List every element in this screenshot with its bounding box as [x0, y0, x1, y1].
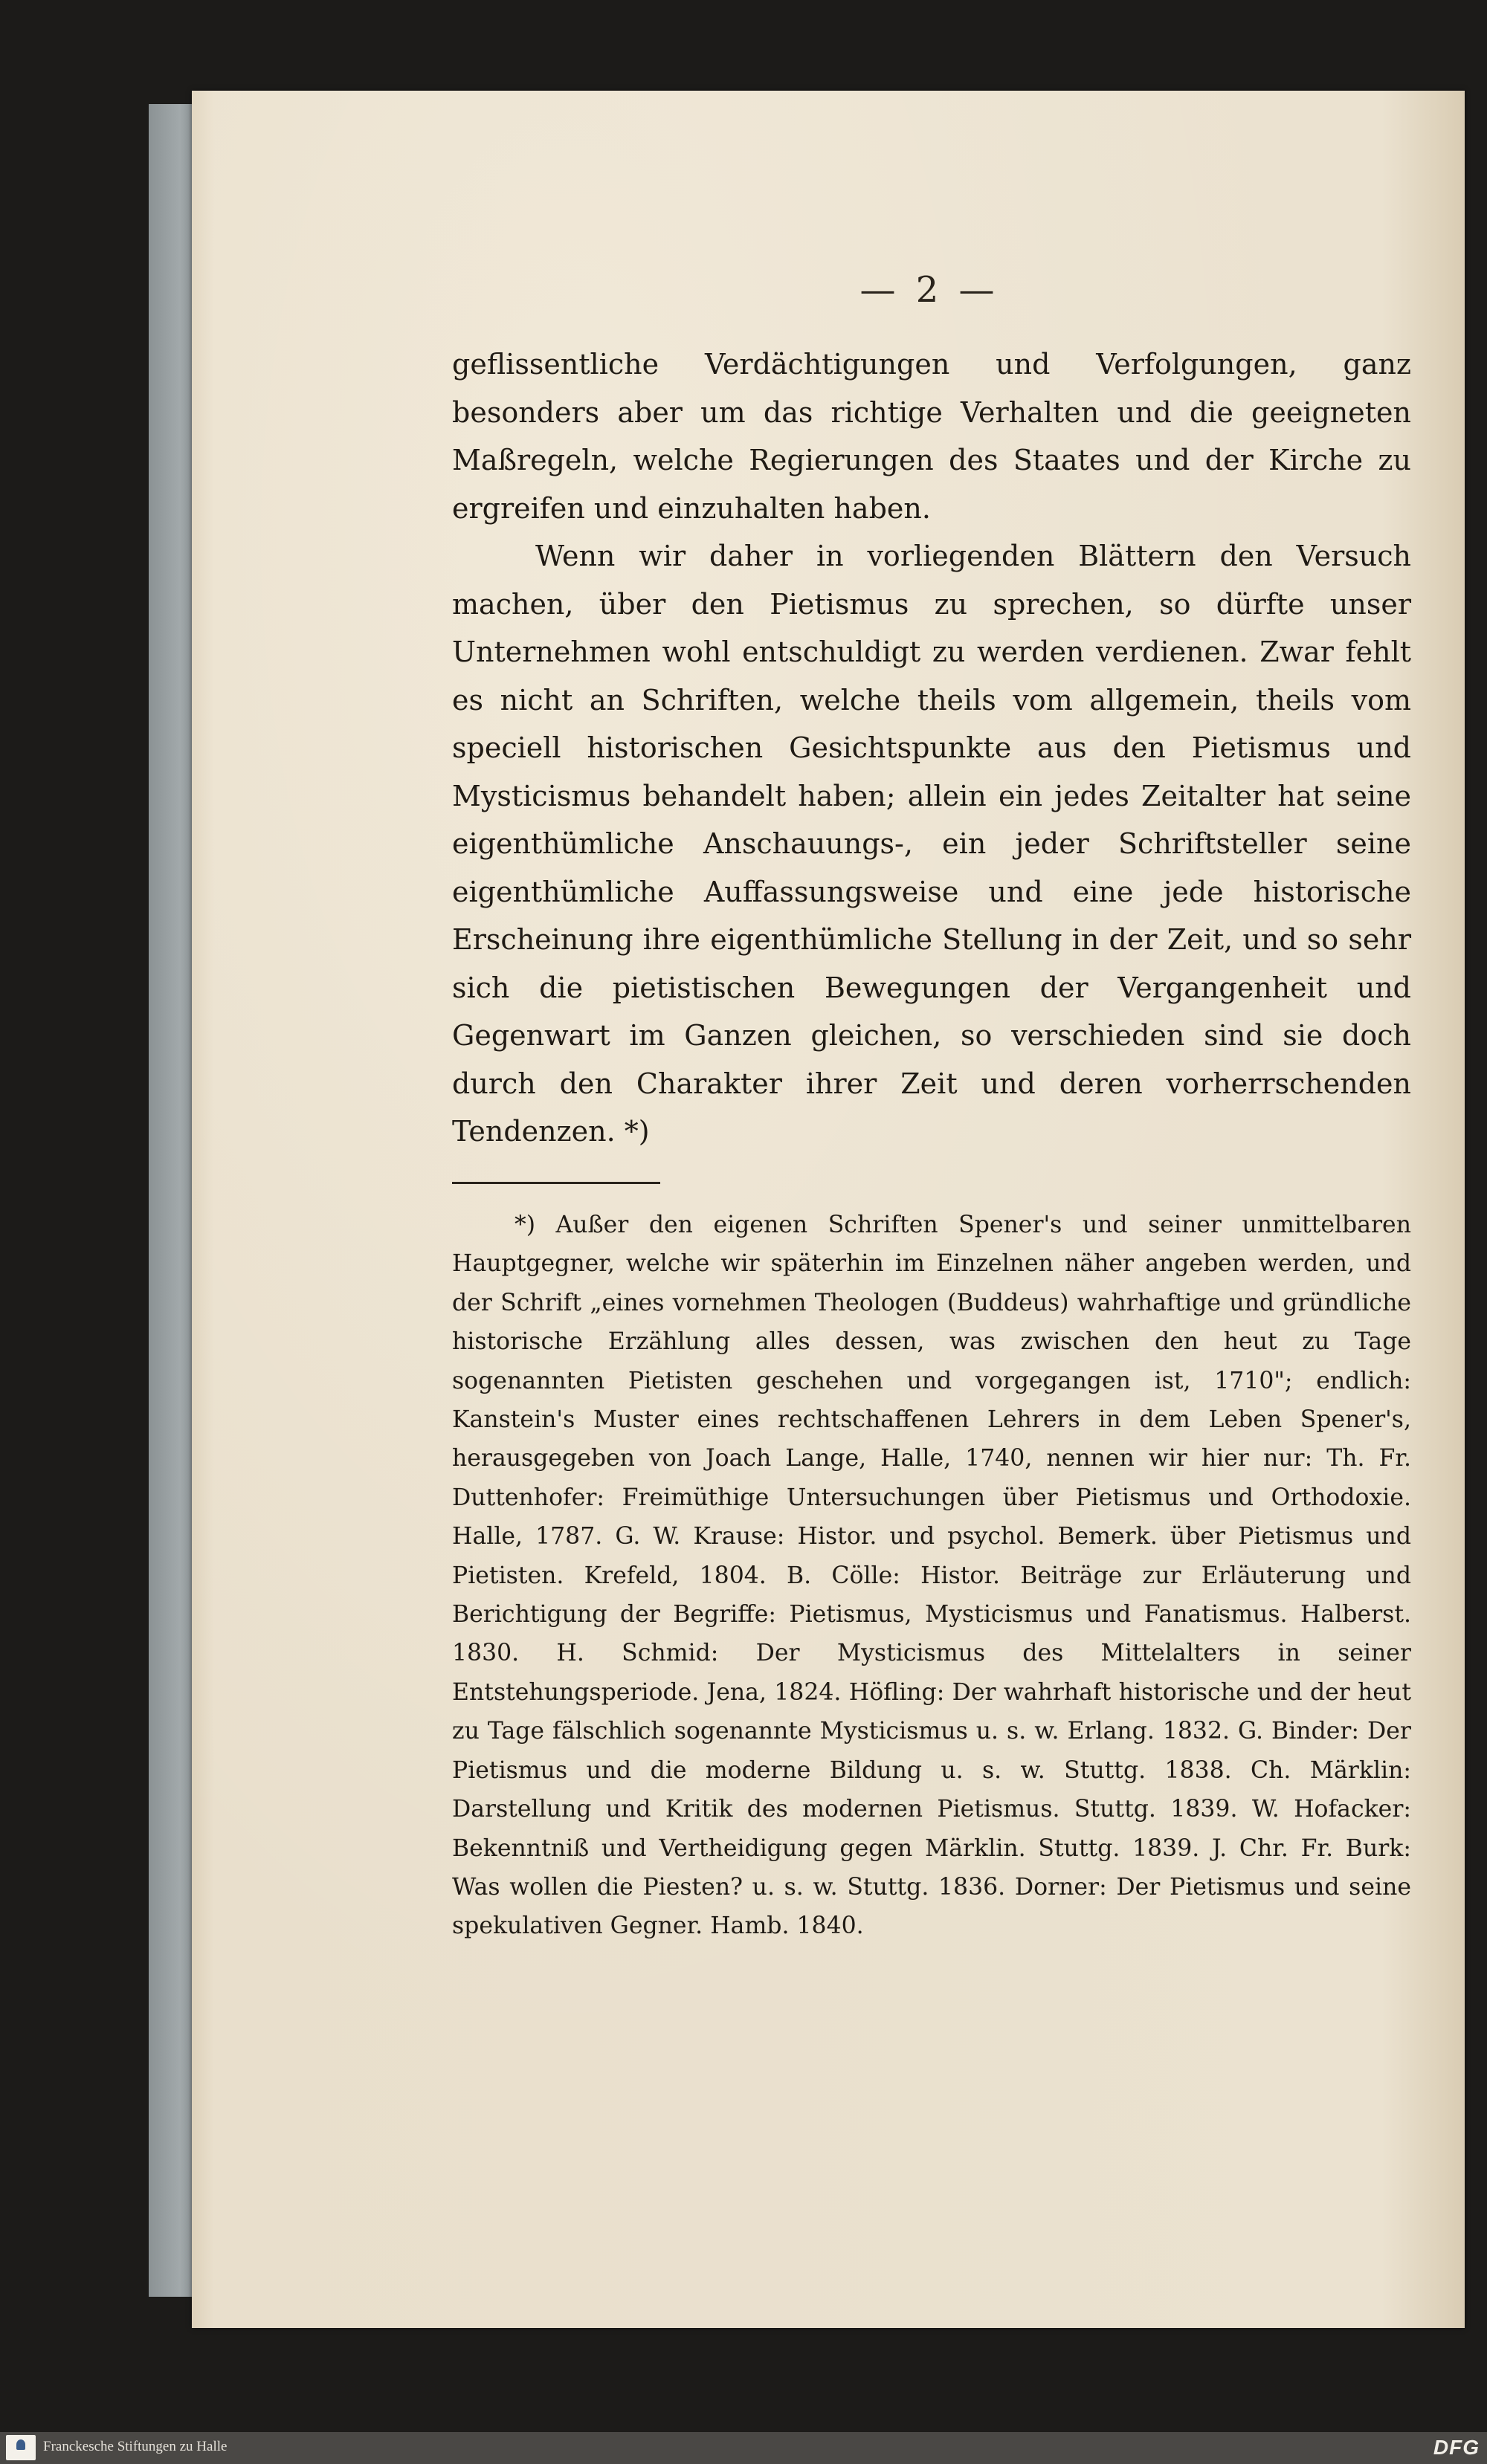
- footnote-separator: [452, 1182, 660, 1184]
- dfg-logo: DFG: [1433, 2436, 1480, 2459]
- main-text: [452, 340, 1411, 1156]
- footnote-text: *) Außer den eigenen Schriften Spener's und seiner unmittelbaren Hauptgegner, welche wir späterhin im Einzelnen näher angeben werden, und der Schrift „eines vornehmen Theologen (Buddeus) wahrhaftige und gründliche historische Erzählung alles dessen, was zwischen den heut zu Tage sogenannten Pietisten geschehen und vorgegangen ist, 1710"; endlich: Kanstein's Muster eines rechtschaffenen Lehrers in dem Leben Spener's, herausgegeben von Joach Lange, Halle, 1740, nennen wir hier nur: Th. Fr. Duttenhofer: Freimüthige Untersuchungen über Pietismus und Orthodoxie. Halle, 1787. G. W. Krause: Histor. und psychol. Bemerk. über Pietismus und Pietisten. Krefeld, 1804. B. Cölle: Histor. Beiträge zur Erläuterung und Berichtigung der Begriffe: Pietismus, Mysticismus und Fanatismus. Halberst. 1830. H. Schmid: Der Mysticismus des Mittelalters in seiner Entstehungsperiode. Jena, 1824. Höfling: Der wahrhaft historische und der heut zu Tage fälschlich sogenannte Mysticismus u. s. w. Erlang. 1832. G. Binder: Der Pietismus und die moderne Bildung u. s. w. Stuttg. 1838. Ch. Märklin: Darstellung und Kritik des modernen Pietismus. Stuttg. 1839. W. Hofacker: Bekenntniß und Vertheidigung gegen Märklin. Stuttg. 1839. J. Chr. Fr. Burk: Was wollen die Piesten? u. s. w. Stuttg. 1836. Dorner: Der Pietismus und seine spekulativen Gegner. Hamb. 1840.: [452, 1212, 1411, 1940]
- paragraph-continuation: geflissentliche Verdächtigungen und Verfolgungen, ganz besonders aber um das richtige Verhalten und die geeigneten Maßregeln, welche Regierungen des Staates und der Kirche zu ergreifen und einzuhalten haben.: [452, 348, 1411, 525]
- paragraph-pietism-intro: Wenn wir daher in vorliegenden Blättern den Versuch machen, über den Pietismus zu sprechen, so dürfte unser Unternehmen wohl entschuldigt zu werden verdienen. Zwar fehlt es nicht an Schriften, welche theils vom allgemein, theils vom speciell historischen Gesichtspunkte aus den Pietismus und Mysticismus behandelt haben; allein ein jedes Zeitalter hat seine eigenthümliche Anschauungs-, ein jeder Schriftsteller seine eigenthümliche Auffassungsweise und eine jede historische Erscheinung ihre eigenthümliche Stellung in der Zeit, und so sehr sich die pietistischen Bewegungen der Vergangenheit und Gegenwart im Ganzen gleichen, so verschieden sind sie doch durch den Charakter ihrer Zeit und deren vorherrschenden Tendenzen. *): [452, 540, 1411, 1148]
- footnote: [452, 1206, 1411, 1946]
- institution-name: Franckesche Stiftungen zu Halle: [43, 2439, 228, 2454]
- page-number: — 2 —: [859, 269, 999, 311]
- institution-logo-icon: [6, 2435, 36, 2460]
